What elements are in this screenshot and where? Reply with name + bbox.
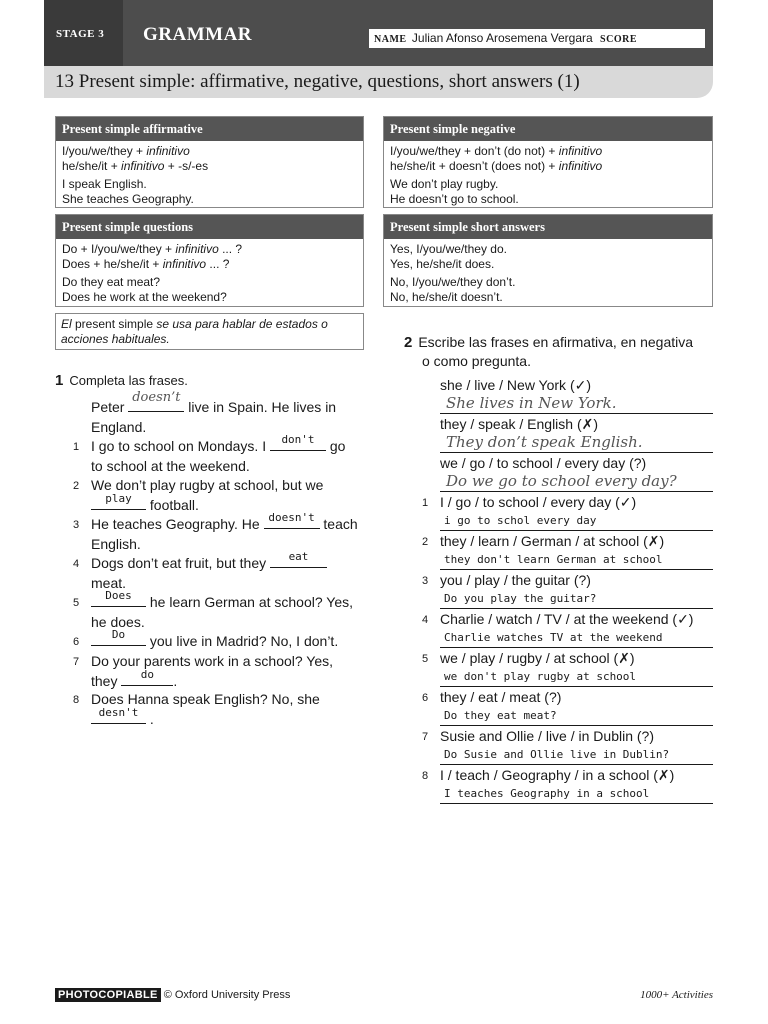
answer-line[interactable]: they don't learn German at school bbox=[440, 550, 713, 570]
example-line: I speak English. bbox=[62, 177, 147, 191]
answer-blank[interactable]: eat bbox=[270, 554, 327, 568]
item-number: 6 bbox=[422, 692, 429, 704]
item-number: 5 bbox=[422, 653, 429, 665]
prompt: Charlie / watch / TV / at the weekend (✓) bbox=[440, 611, 694, 627]
negative-box bbox=[383, 116, 713, 208]
item-number: 5 bbox=[73, 597, 80, 609]
answer-blank[interactable]: do bbox=[121, 672, 173, 686]
exercise-2-item bbox=[440, 766, 713, 804]
exercise-1-example: Peter doesn’t live in Spain. He lives in England. bbox=[91, 390, 337, 435]
item-number: 4 bbox=[73, 558, 80, 570]
affirmative-box bbox=[55, 116, 364, 208]
item-number: 6 bbox=[73, 636, 80, 648]
answer-blank[interactable]: Do bbox=[91, 632, 146, 646]
exercise-2-item bbox=[440, 727, 713, 765]
answer-line[interactable]: Do they eat meat? bbox=[440, 706, 713, 726]
lesson-title: 13 Present simple: affirmative, negative, questions, short answers (1) bbox=[55, 71, 580, 92]
example-line: Yes, I/you/we/they do. bbox=[390, 242, 507, 256]
example-line: She teaches Geography. bbox=[62, 192, 194, 206]
exercise-1-heading: 1 Completa las frases. bbox=[55, 372, 188, 389]
exercise-2-item bbox=[440, 571, 713, 609]
name-score-field[interactable] bbox=[369, 29, 705, 48]
answer-line[interactable]: we don't play rugby at school bbox=[440, 667, 713, 687]
lesson-title-band bbox=[44, 66, 713, 98]
exercise-1-item: Does he learn German at school? Yes, he does. bbox=[91, 589, 354, 630]
example-line: Yes, he/she/it does. bbox=[390, 257, 495, 271]
usage-note: El present simple se usa para hablar de estados o acciones habituales. bbox=[55, 313, 364, 350]
rule-line: Does + he/she/it + infinitivo ... ? bbox=[62, 257, 230, 271]
prompt: we / play / rugby / at school (✗) bbox=[440, 650, 635, 666]
answer-line[interactable]: They don’t speak English. bbox=[440, 433, 713, 453]
answer-blank[interactable]: doesn’t bbox=[128, 398, 184, 412]
stage-label: STAGE 3 bbox=[56, 28, 105, 40]
answer-blank[interactable]: Does bbox=[91, 593, 146, 607]
rule-line: I/you/we/they + infinitivo bbox=[62, 144, 190, 158]
item-number: 3 bbox=[73, 519, 80, 531]
rule-line: Do + I/you/we/they + infinitivo ... ? bbox=[62, 242, 243, 256]
answer-line[interactable]: She lives in New York. bbox=[440, 394, 713, 414]
box-title: Present simple negative bbox=[384, 117, 712, 141]
exercise-2-item bbox=[440, 649, 713, 687]
short-answers-box bbox=[383, 214, 713, 307]
box-title: Present simple short answers bbox=[384, 215, 712, 239]
series-name: 1000+ Activities bbox=[640, 989, 713, 1001]
prompt: Susie and Ollie / live / in Dublin (?) bbox=[440, 728, 654, 744]
answer-line[interactable]: Do Susie and Ollie live in Dublin? bbox=[440, 745, 713, 765]
exercise-2-item bbox=[440, 610, 713, 648]
answer-line[interactable]: Charlie watches TV at the weekend bbox=[440, 628, 713, 648]
rule-line: he/she/it + infinitivo + -s/-es bbox=[62, 159, 209, 173]
exercise-2-item bbox=[440, 532, 713, 570]
prompt: they / eat / meat (?) bbox=[440, 689, 562, 705]
item-number: 1 bbox=[73, 441, 80, 453]
prompt: she / live / New York (✓) bbox=[440, 377, 592, 393]
item-number: 8 bbox=[422, 770, 429, 782]
score-label: SCORE bbox=[600, 34, 637, 45]
answer-blank[interactable]: play bbox=[91, 496, 146, 510]
exercise-2-heading: 2 Escribe las frases en afirmativa, en negativa o como pregunta. bbox=[404, 334, 694, 369]
exercise-1-item: Do you live in Madrid? No, I don’t. bbox=[91, 632, 338, 652]
item-number: 2 bbox=[73, 480, 80, 492]
exercise-1-item: He teaches Geography. He doesn't teach English. bbox=[91, 511, 358, 552]
photocopiable-badge: PHOTOCOPIABLE bbox=[55, 988, 161, 1002]
answer-line[interactable]: I teaches Geography in a school bbox=[440, 784, 713, 804]
rule-line: he/she/it + doesn’t (does not) + infinitivo bbox=[390, 159, 603, 173]
exercise-2-item bbox=[440, 493, 713, 531]
publisher: © Oxford University Press bbox=[163, 989, 291, 1001]
item-number: 3 bbox=[422, 575, 429, 587]
item-number: 7 bbox=[73, 656, 80, 668]
example-line: He doesn’t go to school. bbox=[390, 192, 519, 206]
example-line: No, he/she/it doesn’t. bbox=[390, 290, 503, 304]
item-number: 2 bbox=[422, 536, 429, 548]
exercise-1-item: Do your parents work in a school? Yes, they do . bbox=[91, 653, 334, 689]
example-line: No, I/you/we/they don’t. bbox=[390, 275, 516, 289]
worksheet-header bbox=[44, 0, 713, 66]
example-line: We don’t play rugby. bbox=[390, 177, 499, 191]
example-line: Do they eat meat? bbox=[62, 275, 161, 289]
answer-blank[interactable]: desn't bbox=[91, 710, 146, 724]
prompt: they / learn / German / at school (✗) bbox=[440, 533, 665, 549]
stage-tab bbox=[44, 0, 123, 66]
exercise-1-item: I go to school on Mondays. I don't go to school at the weekend. bbox=[91, 433, 346, 474]
answer-blank[interactable]: doesn't bbox=[264, 515, 320, 529]
item-number: 7 bbox=[422, 731, 429, 743]
exercise-1-item: We don’t play rugby at school, but we play football. bbox=[91, 477, 324, 513]
exercise-2-example bbox=[440, 376, 713, 414]
exercise-1-item: Dogs don’t eat fruit, but they eat meat. bbox=[91, 554, 327, 593]
answer-line[interactable]: Do we go to school every day? bbox=[440, 472, 713, 492]
student-name: Julian Afonso Arosemena Vergara bbox=[411, 31, 593, 45]
rule-line: I/you/we/they + don’t (do not) + infinitivo bbox=[390, 144, 603, 158]
item-number: 4 bbox=[422, 614, 429, 626]
questions-box bbox=[55, 214, 364, 307]
prompt: I / go / to school / every day (✓) bbox=[440, 494, 637, 510]
prompt: they / speak / English (✗) bbox=[440, 416, 599, 432]
prompt: I / teach / Geography / in a school (✗) bbox=[440, 767, 675, 783]
prompt: you / play / the guitar (?) bbox=[440, 572, 591, 588]
example-line: Does he work at the weekend? bbox=[62, 290, 227, 304]
answer-blank[interactable]: don't bbox=[270, 437, 326, 451]
item-number: 1 bbox=[422, 497, 429, 509]
prompt: we / go / to school / every day (?) bbox=[440, 455, 647, 471]
exercise-2-item bbox=[440, 688, 713, 726]
exercise-2-example bbox=[440, 454, 713, 492]
answer-line[interactable]: i go to schol every day bbox=[440, 511, 713, 531]
footer bbox=[55, 988, 290, 1002]
box-title: Present simple questions bbox=[56, 215, 363, 239]
section-title: GRAMMAR bbox=[143, 24, 253, 45]
box-title: Present simple affirmative bbox=[56, 117, 363, 141]
name-label: NAME bbox=[374, 34, 407, 45]
exercise-2-example bbox=[440, 415, 713, 453]
item-number: 8 bbox=[73, 694, 80, 706]
exercise-1-item: Does Hanna speak English? No, she desn't . bbox=[91, 691, 320, 727]
answer-line[interactable]: Do you play the guitar? bbox=[440, 589, 713, 609]
